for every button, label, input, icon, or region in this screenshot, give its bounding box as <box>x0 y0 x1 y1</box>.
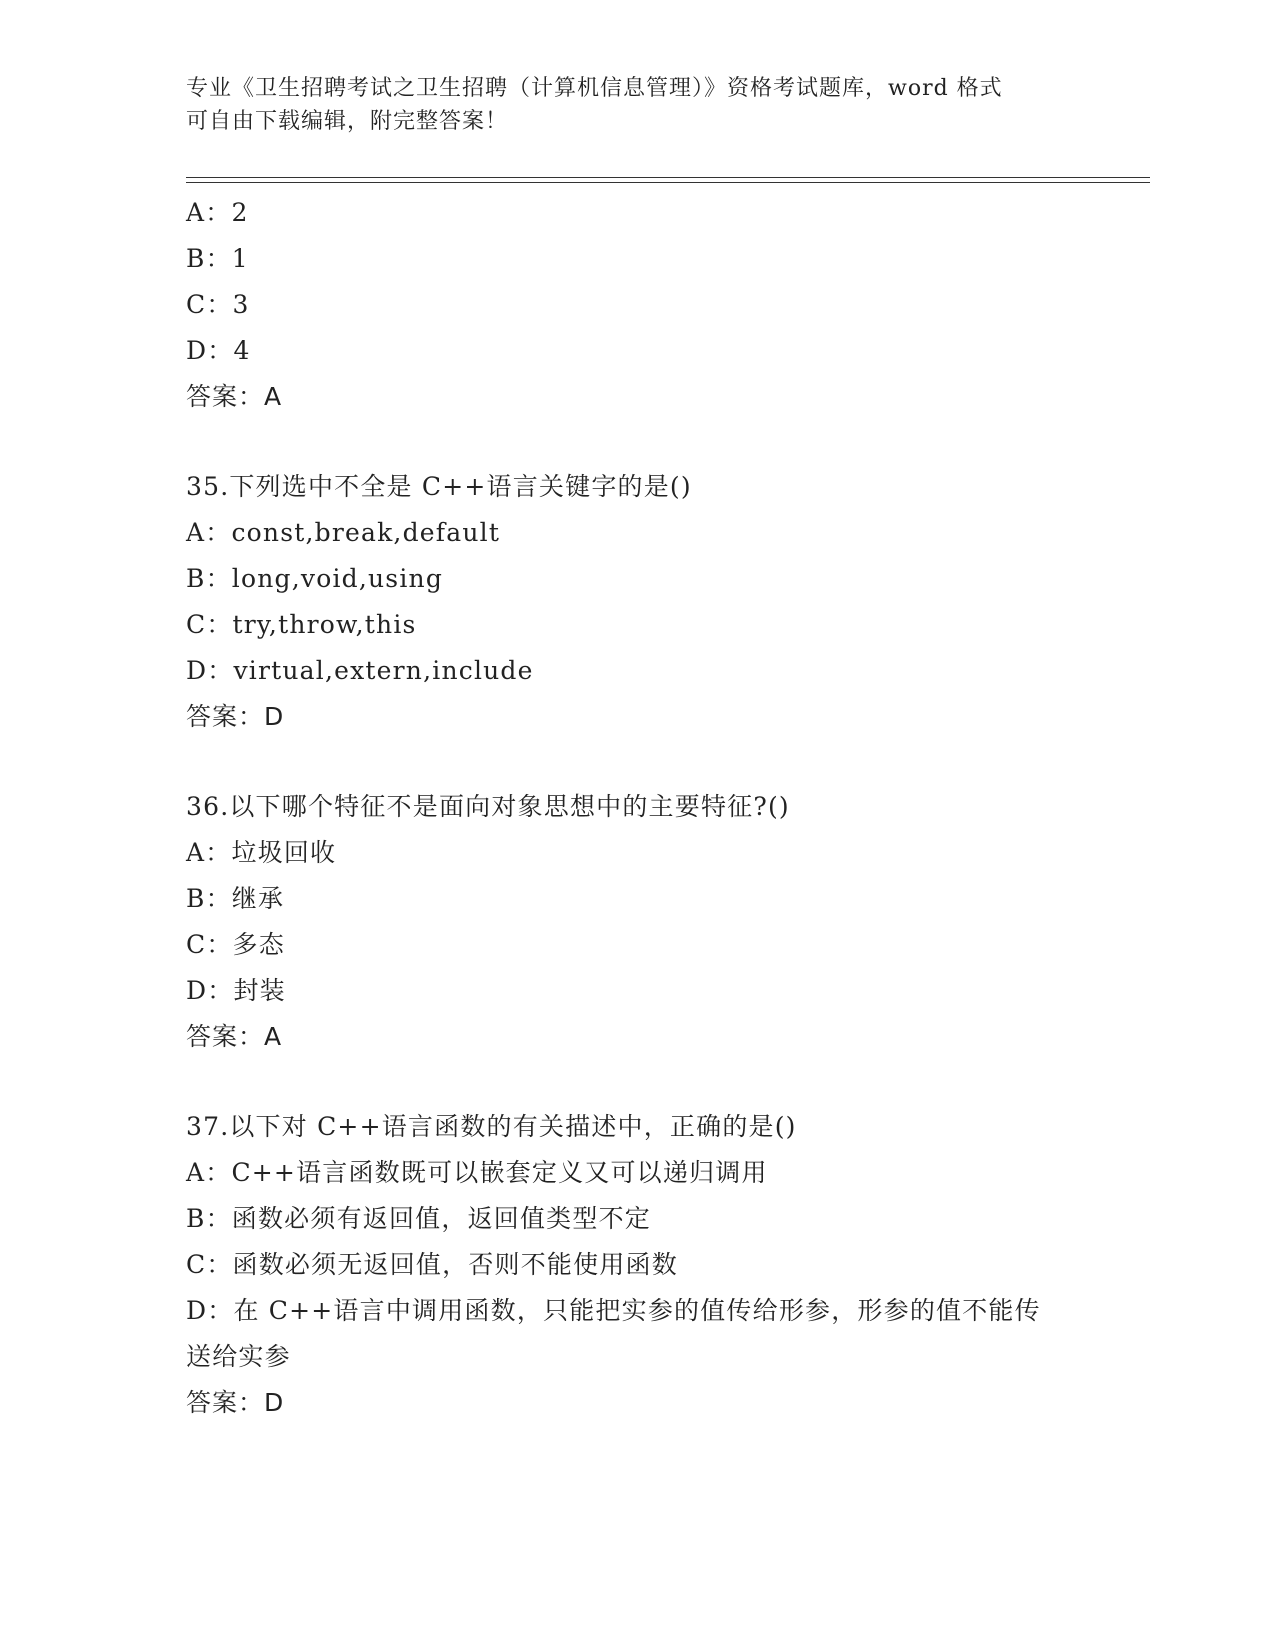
option-a: A：const,break,default <box>186 518 501 547</box>
question-stem: 36.以下哪个特征不是面向对象思想中的主要特征?() <box>186 792 790 821</box>
option-b: B：继承 <box>186 884 285 913</box>
option-b: B：long,void,using <box>186 564 444 593</box>
option-c: C：3 <box>186 290 250 319</box>
option-d: D：在 C++语言中调用函数，只能把实参的值传给形参，形参的值不能传送给实参 <box>186 1296 1041 1371</box>
option-d: D：4 <box>186 336 251 365</box>
answer-line: 答案：D <box>186 702 285 731</box>
question-block-36 <box>186 784 1086 1060</box>
answer-line: 答案：A <box>186 1022 283 1051</box>
option-b: B：1 <box>186 244 249 273</box>
answer-line: 答案：D <box>186 1388 285 1417</box>
document-header <box>186 72 1066 138</box>
question-stem: 35.下列选中不全是 C++语言关键字的是() <box>186 472 692 501</box>
header-line-2: 可自由下载编辑，附完整答案！ <box>186 109 509 134</box>
option-a: A：C++语言函数既可以嵌套定义又可以递归调用 <box>186 1158 768 1187</box>
spacer <box>186 740 1086 784</box>
header-divider-top <box>186 177 1150 178</box>
option-a: A：2 <box>186 198 249 227</box>
option-c: C：函数必须无返回值，否则不能使用函数 <box>186 1250 678 1279</box>
header-divider-bottom <box>186 182 1150 183</box>
question-content <box>186 190 1086 1426</box>
option-a: A：垃圾回收 <box>186 838 337 867</box>
option-d: D：virtual,extern,include <box>186 656 534 685</box>
option-d: D：封装 <box>186 976 286 1005</box>
option-c: C：try,throw,this <box>186 610 417 639</box>
spacer <box>186 1060 1086 1104</box>
question-block-37 <box>186 1104 1086 1426</box>
option-c: C：多态 <box>186 930 285 959</box>
previous-question-block <box>186 190 1086 420</box>
header-line-1: 专业《卫生招聘考试之卫生招聘（计算机信息管理）》资格考试题库，word 格式 <box>186 76 1003 101</box>
question-block-35 <box>186 464 1086 740</box>
option-b: B：函数必须有返回值，返回值类型不定 <box>186 1204 651 1233</box>
spacer <box>186 420 1086 464</box>
answer-line: 答案：A <box>186 382 283 411</box>
question-stem: 37.以下对 C++语言函数的有关描述中，正确的是() <box>186 1112 797 1141</box>
